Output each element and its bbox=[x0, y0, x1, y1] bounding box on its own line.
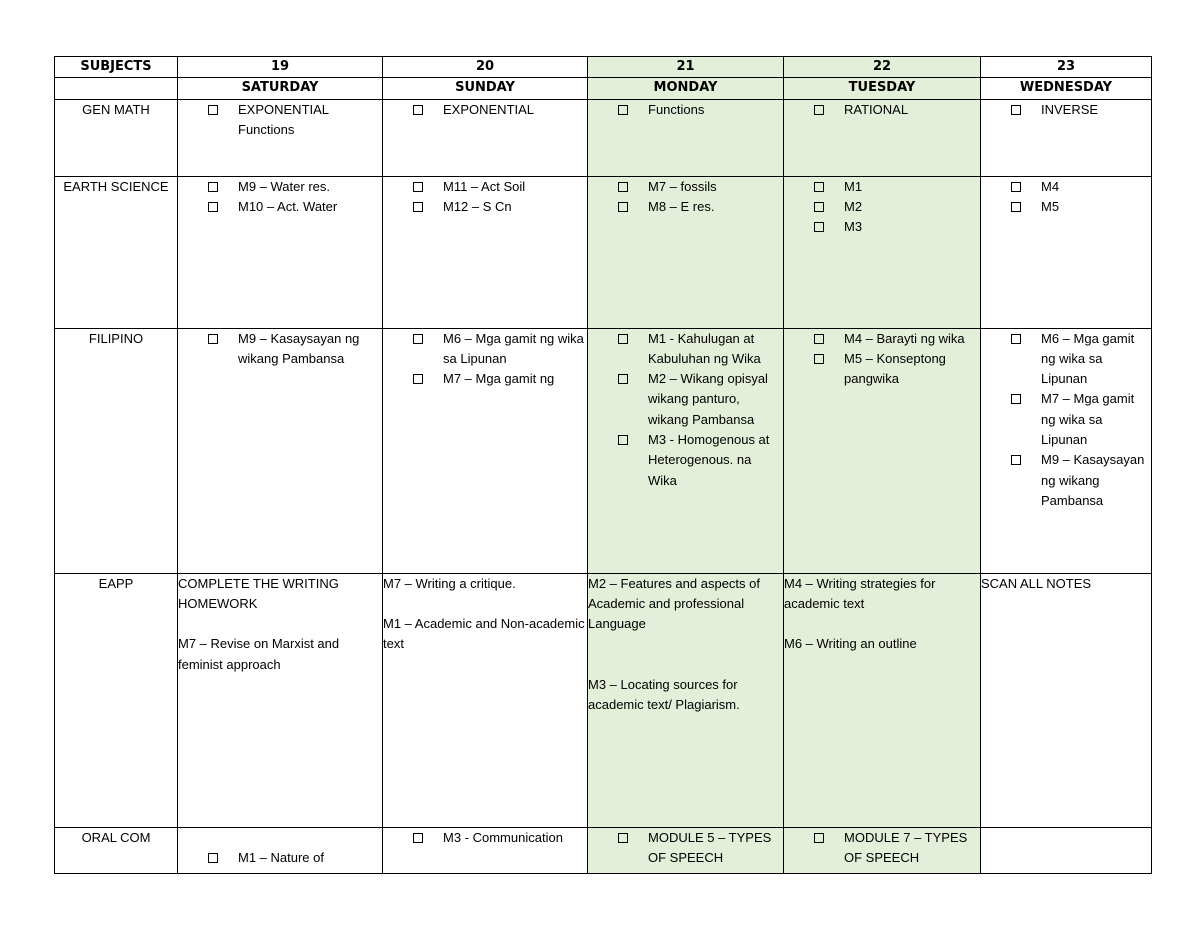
checkbox[interactable] bbox=[618, 202, 628, 212]
task-cell bbox=[383, 99, 588, 176]
subject-cell: EARTH SCIENCE bbox=[55, 176, 178, 328]
day-header-saturday: SATURDAY bbox=[178, 78, 383, 99]
checkbox[interactable] bbox=[618, 374, 628, 384]
task-item: M6 – Mga gamit ng wika sa Lipunan bbox=[1011, 329, 1151, 390]
task-cell bbox=[588, 573, 784, 827]
task-item: M4 – Barayti ng wika bbox=[814, 329, 980, 349]
task-item: EXPONENTIAL bbox=[413, 100, 587, 120]
task-cell bbox=[784, 573, 981, 827]
subjects-header: SUBJECTS bbox=[55, 57, 178, 78]
checkbox[interactable] bbox=[413, 833, 423, 843]
task-cell bbox=[981, 99, 1152, 176]
checkbox[interactable] bbox=[814, 222, 824, 232]
task-cell bbox=[178, 99, 383, 176]
checkbox[interactable] bbox=[814, 354, 824, 364]
task-item: M9 – Kasaysayan ng wikang Pambansa bbox=[208, 329, 382, 370]
task-item: M8 – E res. bbox=[618, 197, 783, 217]
task-item: M7 – fossils bbox=[618, 177, 783, 197]
header-row-days bbox=[55, 78, 1152, 99]
schedule-table bbox=[54, 56, 1152, 874]
task-item: M9 – Kasaysayan ng wikang Pambansa bbox=[1011, 450, 1151, 511]
task-text: SCAN ALL NOTES bbox=[981, 575, 1092, 591]
date-header-22: 22 bbox=[784, 57, 981, 78]
task-item: EXPONENTIAL Functions bbox=[208, 100, 382, 141]
checkbox[interactable] bbox=[814, 202, 824, 212]
task-item: MODULE 5 – TYPES OF SPEECH bbox=[618, 828, 783, 869]
subject-cell: ORAL COM bbox=[55, 827, 178, 873]
checkbox[interactable] bbox=[1011, 105, 1021, 115]
checkbox[interactable] bbox=[413, 334, 423, 344]
task-text: M2 – Features and aspects of Academic and professional Language bbox=[588, 575, 760, 632]
task-item: RATIONAL bbox=[814, 100, 980, 120]
header-row-dates bbox=[55, 57, 1152, 78]
task-item: M1 - Kahulugan at Kabuluhan ng Wika bbox=[618, 329, 783, 370]
checkbox[interactable] bbox=[1011, 455, 1021, 465]
task-item: M1 bbox=[814, 177, 980, 197]
task-item: M7 – Mga gamit ng wika sa Lipunan bbox=[1011, 389, 1151, 450]
task-cell bbox=[588, 176, 784, 328]
task-cell bbox=[383, 328, 588, 573]
subject-cell: FILIPINO bbox=[55, 328, 178, 573]
task-item: M5 – Konseptong pangwika bbox=[814, 349, 980, 390]
task-text: M7 – Writing a critique. bbox=[383, 575, 516, 591]
task-cell bbox=[981, 827, 1152, 873]
checkbox[interactable] bbox=[208, 105, 218, 115]
task-item: M4 bbox=[1011, 177, 1151, 197]
task-item: M7 – Mga gamit ng bbox=[413, 369, 587, 389]
day-header-tuesday: TUESDAY bbox=[784, 78, 981, 99]
task-cell bbox=[178, 573, 383, 827]
task-cell bbox=[784, 827, 981, 873]
task-cell bbox=[784, 176, 981, 328]
task-item: M3 bbox=[814, 217, 980, 237]
task-item: M2 – Wikang opisyal wikang panturo, wikang Pambansa bbox=[618, 369, 783, 430]
checkbox[interactable] bbox=[618, 105, 628, 115]
checkbox[interactable] bbox=[618, 182, 628, 192]
task-item: M3 - Communication bbox=[413, 828, 587, 848]
checkbox[interactable] bbox=[208, 202, 218, 212]
task-cell bbox=[981, 176, 1152, 328]
checkbox[interactable] bbox=[814, 334, 824, 344]
checkbox[interactable] bbox=[618, 334, 628, 344]
task-cell bbox=[383, 573, 588, 827]
task-text: M4 – Writing strategies for academic text bbox=[784, 575, 936, 611]
day-header-monday: MONDAY bbox=[588, 78, 784, 99]
row-filipino bbox=[55, 328, 1152, 573]
checkbox[interactable] bbox=[208, 182, 218, 192]
checkbox[interactable] bbox=[1011, 394, 1021, 404]
date-header-20: 20 bbox=[383, 57, 588, 78]
task-item: M2 bbox=[814, 197, 980, 217]
task-item: M9 – Water res. bbox=[208, 177, 382, 197]
checkbox[interactable] bbox=[814, 105, 824, 115]
row-earth-science bbox=[55, 176, 1152, 328]
checkbox[interactable] bbox=[413, 374, 423, 384]
day-header-wednesday: WEDNESDAY bbox=[981, 78, 1152, 99]
task-text: M3 – Locating sources for academic text/ Plagiarism. bbox=[588, 677, 740, 713]
task-item: M12 – S Cn bbox=[413, 197, 587, 217]
checkbox[interactable] bbox=[814, 182, 824, 192]
task-cell bbox=[981, 573, 1152, 827]
task-item: Functions bbox=[618, 100, 783, 120]
task-item: M5 bbox=[1011, 197, 1151, 217]
checkbox[interactable] bbox=[413, 105, 423, 115]
task-cell bbox=[588, 328, 784, 573]
date-header-21: 21 bbox=[588, 57, 784, 78]
row-oral-com bbox=[55, 827, 1152, 873]
checkbox[interactable] bbox=[1011, 334, 1021, 344]
checkbox[interactable] bbox=[1011, 182, 1021, 192]
task-cell bbox=[784, 99, 981, 176]
task-text: COMPLETE THE WRITING HOMEWORK bbox=[178, 575, 339, 611]
task-item: MODULE 7 – TYPES OF SPEECH bbox=[814, 828, 980, 869]
task-text: M6 – Writing an outline bbox=[784, 636, 917, 652]
task-item: M6 – Mga gamit ng wika sa Lipunan bbox=[413, 329, 587, 370]
task-cell bbox=[383, 827, 588, 873]
task-cell bbox=[588, 99, 784, 176]
task-item: M11 – Act Soil bbox=[413, 177, 587, 197]
task-item: M1 – Nature of bbox=[208, 848, 382, 868]
checkbox[interactable] bbox=[1011, 202, 1021, 212]
task-item: INVERSE bbox=[1011, 100, 1151, 120]
row-gen-math bbox=[55, 99, 1152, 176]
task-item: M3 - Homogenous at Heterogenous. na Wika bbox=[618, 430, 783, 491]
checkbox[interactable] bbox=[618, 435, 628, 445]
checkbox[interactable] bbox=[618, 833, 628, 843]
subject-cell: GEN MATH bbox=[55, 99, 178, 176]
row-eapp bbox=[55, 573, 1152, 827]
date-header-23: 23 bbox=[981, 57, 1152, 78]
checkbox[interactable] bbox=[413, 182, 423, 192]
task-text: M1 – Academic and Non-academic text bbox=[383, 616, 585, 652]
task-cell bbox=[178, 328, 383, 573]
checkbox[interactable] bbox=[208, 853, 218, 863]
task-cell bbox=[178, 827, 383, 873]
checkbox[interactable] bbox=[413, 202, 423, 212]
task-text: M7 – Revise on Marxist and feminist approach bbox=[178, 636, 340, 672]
task-cell bbox=[784, 328, 981, 573]
checkbox[interactable] bbox=[814, 833, 824, 843]
empty-header-cell bbox=[55, 78, 178, 99]
task-cell bbox=[383, 176, 588, 328]
task-cell bbox=[981, 328, 1152, 573]
checkbox[interactable] bbox=[208, 334, 218, 344]
task-cell bbox=[588, 827, 784, 873]
date-header-19: 19 bbox=[178, 57, 383, 78]
subject-cell: EAPP bbox=[55, 573, 178, 827]
task-cell bbox=[178, 176, 383, 328]
day-header-sunday: SUNDAY bbox=[383, 78, 588, 99]
task-item: M10 – Act. Water bbox=[208, 197, 382, 217]
